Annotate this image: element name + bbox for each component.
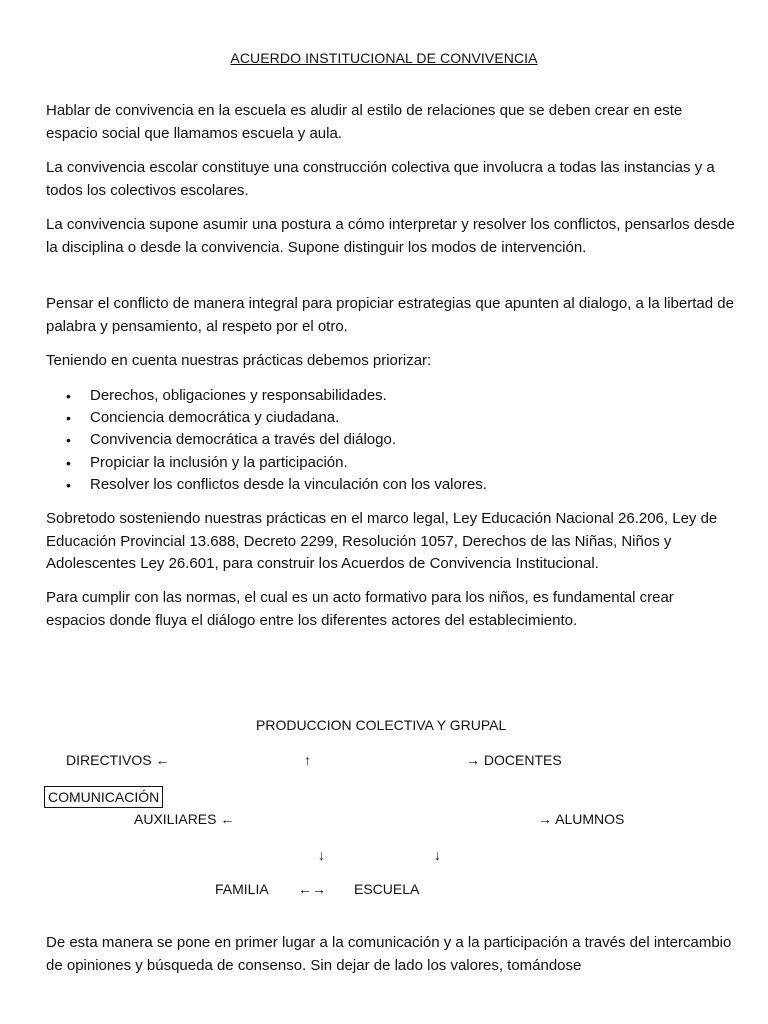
bidirectional-arrow-icon: ←→ xyxy=(298,881,326,897)
diagram-docentes: → DOCENTES xyxy=(466,752,562,768)
diagram-comunicacion: COMUNICACIÓN xyxy=(44,786,163,808)
paragraph-1: Hablar de convivencia en la escuela es aludir al estilo de relaciones que se deben crear en este espacio social que llamamos escuela y aula. xyxy=(46,102,683,142)
arrow-down-icon: ↓ xyxy=(318,847,325,863)
document-title: ACUERDO INSTITUCIONAL DE CONVIVENCIA xyxy=(230,50,538,66)
arrow-up-icon: ↑ xyxy=(304,752,311,768)
diagram-familia: FAMILIA xyxy=(215,881,269,897)
paragraph-2: La convivencia escolar constituye una construcción colectiva que involucra a todas las instancias y a todos los colectivos escolares. xyxy=(46,159,715,199)
list-item: • Conciencia democrática y ciudadana. xyxy=(46,407,726,429)
diagram-directivos: DIRECTIVOS ← xyxy=(66,752,170,768)
diagram-alumnos: → ALUMNOS xyxy=(538,811,625,827)
arrow-down-icon: ↓ xyxy=(434,847,441,863)
priorities-list xyxy=(46,385,726,496)
list-item: • Propiciar la inclusión y la participación. xyxy=(46,452,726,474)
paragraph-normas: Para cumplir con las normas, el cual es un acto formativo para los niños, es fundamental crear espacios donde fluya el diálogo entre los diferentes actores del establecimiento. xyxy=(46,589,674,629)
diagram-auxiliares: AUXILIARES ← xyxy=(134,811,235,827)
paragraph-3: La convivencia supone asumir una postura a cómo interpretar y resolver los conflictos, pensarlos desde la disciplina o desde la convivencia. Supone distinguir los modos de intervención. xyxy=(46,216,735,256)
paragraph-legal: Sobretodo sosteniendo nuestras prácticas en el marco legal, Ley Educación Nacional 26.206, Ley de Educación Provincial 13.688, Decreto 2299, Resolución 1057, Derechos de las Niñas, Niños y Adolescentes Ley 26.601, para construir los Acuerdos de Convivencia Institucional. xyxy=(46,510,718,572)
list-item: • Resolver los conflictos desde la vinculación con los valores. xyxy=(46,474,726,496)
diagram-escuela: ESCUELA xyxy=(354,881,420,897)
paragraph-closing: De esta manera se pone en primer lugar a la comunicación y a la participación a través del intercambio de opiniones y búsqueda de consenso. Sin dejar de lado los valores, tomándose xyxy=(46,934,732,974)
paragraph-4: Pensar el conflicto de manera integral para propiciar estrategias que apunten al dialogo, a la libertad de palabra y pensamiento, al respeto por el otro. xyxy=(46,295,734,335)
list-item: • Convivencia democrática a través del diálogo. xyxy=(46,429,726,451)
diagram-heading: PRODUCCION COLECTIVA Y GRUPAL xyxy=(256,717,507,733)
list-item: • Derechos, obligaciones y responsabilidades. xyxy=(46,385,726,407)
paragraph-5: Teniendo en cuenta nuestras prácticas debemos priorizar: xyxy=(46,352,432,369)
